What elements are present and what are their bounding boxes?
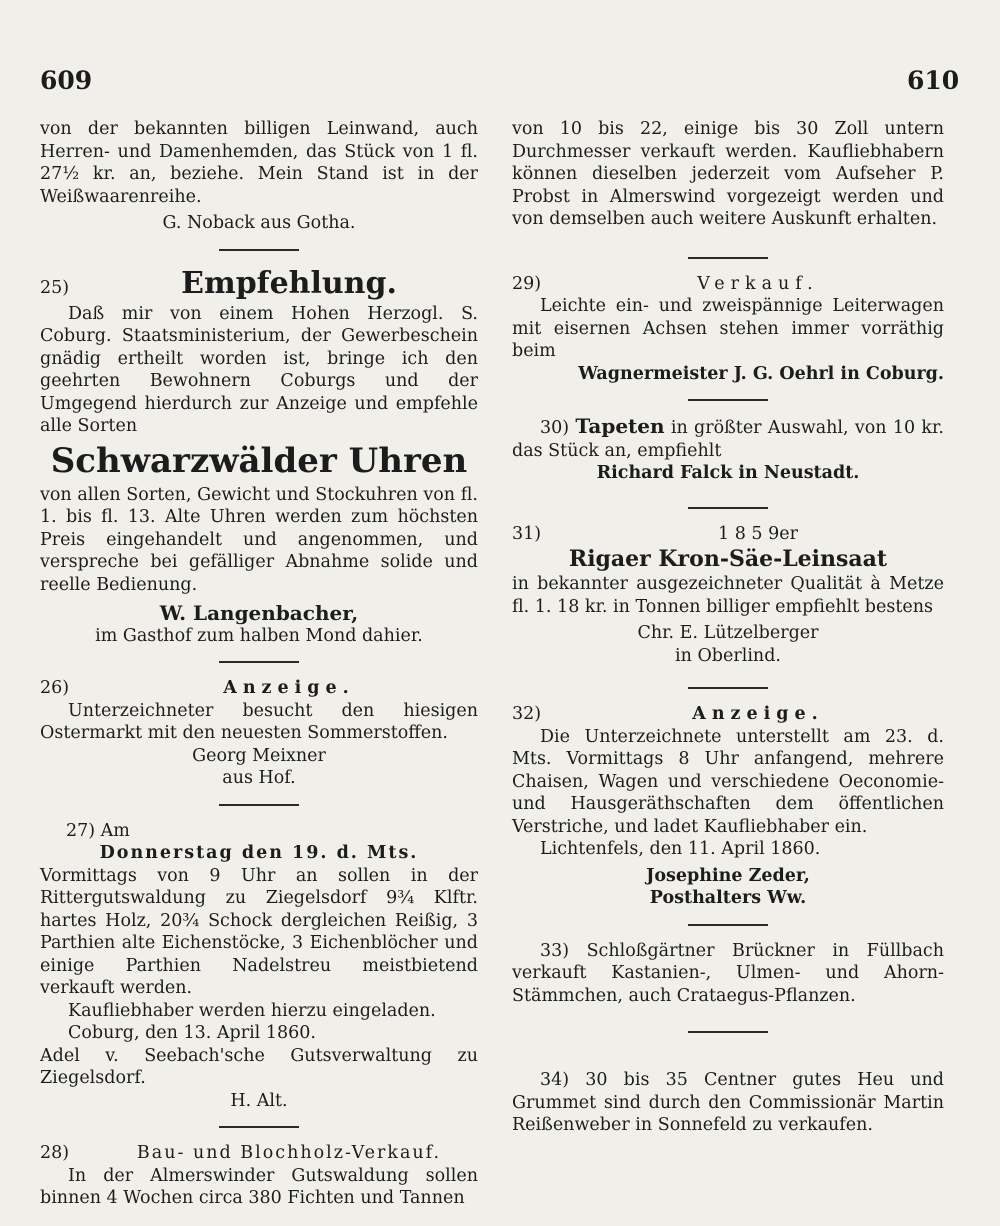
ad-27-date-line: Donnerstag den 19. d. Mts. — [99, 843, 419, 863]
divider — [688, 399, 768, 401]
ad-number: 31) — [512, 523, 542, 544]
ad-27-body: Vormittags von 9 Uhr an sollen in der Rittergutswaldung zu Ziegelsdorf 9¾ Klftr. hartes Holz, 20¾ Schock dergleichen Reißig, 3 Parthien alte Eichenstöcke, 3 Eichenblöcher und einige Parthien Nadelstreu meistbietend verkauft werden. — [40, 865, 478, 998]
ad-32-place-date: Lichtenfels, den 11. April 1860. — [540, 839, 821, 859]
ad-33-body: 33) Schloßgärtner Brückner in Füllbach verkauft Kastanien-, Ulmen- und Ahorn-Stämmchen, auch Crataegus-Pflanzen. — [512, 940, 944, 1006]
right-column — [512, 118, 944, 1137]
ad-title: Bau- und Blochholz-Verkauf. — [136, 1143, 442, 1163]
ad-title: Anzeige. — [223, 678, 355, 698]
divider — [688, 687, 768, 689]
ad-number: 25) — [40, 277, 70, 298]
ad-title: Anzeige. — [692, 704, 824, 724]
ad-31-location: in Oberlind. — [675, 645, 781, 666]
ad-27-invitation: Kaufliebhaber werden hierzu eingeladen. — [68, 1000, 436, 1021]
divider — [688, 507, 768, 509]
divider — [219, 1126, 299, 1128]
ad-title: Verkauf. — [697, 273, 819, 294]
ad-26-location: aus Hof. — [222, 768, 296, 788]
ad-29-heading — [512, 273, 944, 296]
ad-30-text: in größter Auswahl, von 10 kr. das Stück an, empfiehlt — [512, 418, 944, 461]
ad-26-body: Unterzeichneter besucht den hiesigen Ostermarkt mit den neuesten Sommerstoffen. — [40, 700, 478, 743]
ad-32-signature: Josephine Zeder, — [646, 865, 810, 886]
ad-25-location: im Gasthof zum halben Mond dahier. — [95, 625, 423, 646]
ad-30-lead: Tapeten — [575, 414, 665, 438]
ad-30-signature: Richard Falck in Neustadt. — [596, 463, 860, 483]
ad-31-body: in bekannter ausgezeichneter Qualität à Metze fl. 1. 18 kr. in Tonnen billiger empfiehlt bestens — [512, 574, 944, 617]
divider — [219, 249, 299, 251]
ad-31-heading — [512, 523, 944, 546]
ad-29-body: Leichte ein- und zweispännige Leiterwagen mit eisernen Achsen stehen immer vorräthig beim — [512, 296, 944, 361]
divider — [688, 257, 768, 259]
ad-28-heading — [40, 1142, 478, 1165]
ad-30-body — [512, 415, 944, 462]
ad-34-body: 34) 30 bis 35 Centner gutes Heu und Grummet sind durch den Commissionär Martin Reißenweber in Sonnefeld zu verkaufen. — [512, 1070, 944, 1135]
ad-28-continued: von 10 bis 22, einige bis 30 Zoll untern Durchmesser verkauft werden. Kaufliebhabern können dieselben jederzeit vom Aufseher P. Probst in Almerswind vorgezeigt werden und von demselben auch weitere Auskunft erhalten. — [512, 119, 944, 229]
ad-number: 28) — [40, 1143, 70, 1163]
ad-29-signature: Wagnermeister J. G. Oehrl in Coburg. — [578, 363, 944, 384]
ad-title: Empfehlung. — [181, 265, 397, 301]
ad-number: 32) — [512, 704, 542, 724]
continued-ad-signature: G. Noback aus Gotha. — [162, 213, 356, 233]
ad-27-place-date: Coburg, den 13. April 1860. — [68, 1023, 316, 1043]
ad-25-body: Daß mir von einem Hohen Herzogl. S. Coburg. Staatsministerium, der Gewerbeschein gnädig ertheilt worden ist, bringe ich den geehrten Bewohnern Coburgs und der Umgegend hierdurch zur Anzeige und empfehle alle Sorten — [40, 303, 478, 436]
divider — [219, 661, 299, 663]
divider — [688, 1031, 768, 1033]
ad-27-signer: H. Alt. — [230, 1090, 288, 1111]
ad-26-heading — [40, 677, 478, 700]
ad-25-headline: Schwarzwälder Uhren — [50, 440, 468, 481]
ad-27-number: 27) Am — [66, 820, 130, 841]
ad-25-heading — [40, 265, 478, 303]
page-number-left: 609 — [40, 66, 93, 95]
ad-number: 29) — [512, 273, 542, 294]
ad-32-body: Die Unterzeichnete unterstellt am 23. d. Mts. Vormittags 8 Uhr anfangend, mehrere Chaisen, Wagen und verschiedene Oeconomie- und Hausgeräthschaften dem öffentlichen Verstriche, und ladet Kaufliebhaber ein. — [512, 726, 944, 837]
ad-31-signature: Chr. E. Lützelberger — [637, 623, 819, 643]
ad-26-signature: Georg Meixner — [192, 745, 326, 766]
ad-31-title: Rigaer Kron-Säe-Leinsaat — [568, 546, 888, 572]
ad-25-signature: W. Langenbacher, — [159, 601, 359, 625]
ad-25-body-2: von allen Sorten, Gewicht und Stockuhren von fl. 1. bis fl. 13. Alte Uhren werden zum höchsten Preis eingehandelt und angenommen, und verspreche bei gefälliger Abnahme solide und reelle Bedienung. — [40, 484, 478, 595]
ad-32-signer-title: Posthalters Ww. — [649, 888, 807, 908]
ad-28-body: In der Almerswinder Gutswaldung sollen binnen 4 Wochen circa 380 Fichten und Tannen — [40, 1165, 478, 1208]
continued-ad-text: von der bekannten billigen Leinwand, auch Herren- und Damenhemden, das Stück von 1 fl. 27½ kr. an, beziehe. Mein Stand ist in der Weißwaarenreihe. — [40, 119, 478, 207]
divider — [219, 804, 299, 806]
divider — [688, 924, 768, 926]
page-number-right: 610 — [907, 66, 960, 95]
ad-number: 26) — [40, 678, 70, 698]
ad-number: 30) — [540, 418, 570, 438]
left-column — [40, 118, 478, 1210]
ad-31-year: 1 8 5 9er — [718, 523, 798, 544]
ad-32-heading — [512, 703, 944, 726]
ad-27-signature: Adel v. Seebach'sche Gutsverwaltung zu Ziegelsdorf. — [40, 1045, 478, 1088]
